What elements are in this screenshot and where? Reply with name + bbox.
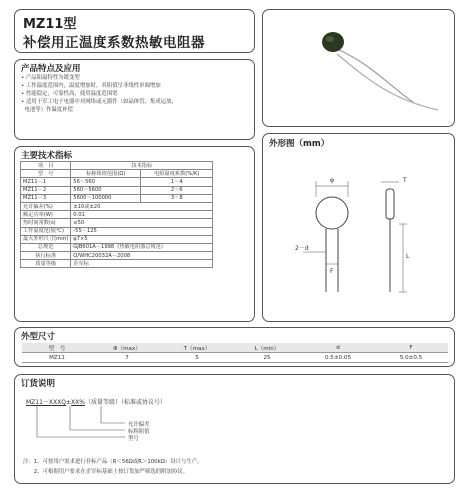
- feature-item: 电池等）作温度补偿: [24, 107, 73, 113]
- table-row: [21, 194, 213, 202]
- table-row: [21, 178, 213, 186]
- param-value: -55～125: [71, 227, 213, 235]
- d-label: 2－d: [295, 245, 309, 252]
- coef-cell: 1～4: [141, 178, 213, 186]
- specs-box: [14, 146, 255, 322]
- phi-label: φ: [330, 177, 334, 184]
- range-cell: 560～5600: [71, 186, 141, 194]
- spec-head-model: 型 号: [21, 170, 71, 178]
- order-box: [14, 374, 455, 484]
- dim-cell: 7: [92, 353, 162, 363]
- param-value: φ7×5: [71, 235, 213, 243]
- features-list: [21, 74, 177, 114]
- param-label: 执行标准: [21, 252, 71, 260]
- specs-table: [20, 161, 213, 268]
- param-value: 企军标: [71, 260, 213, 268]
- param-label: 额定功率(W): [21, 211, 71, 219]
- code-prefix: MZ11－XXX: [26, 399, 62, 406]
- table-row: [21, 219, 213, 227]
- param-label: 最大外形尺寸(mm): [21, 235, 71, 243]
- note-line: 2、可根据用户要求在企军标基础上按订货加严筛选的附加协议。: [23, 469, 189, 475]
- model-cell: MZ11－1: [21, 178, 71, 186]
- model-title: MZ11型: [23, 17, 77, 32]
- table-row: [21, 235, 213, 243]
- param-label: 热时间常数(s): [21, 219, 71, 227]
- spec-head-index: 技术指标: [71, 162, 213, 170]
- dim-header: 型 号: [22, 343, 92, 353]
- param-value: ≤50: [71, 219, 213, 227]
- thermistor-photo: [263, 10, 456, 128]
- model-cell: MZ11－2: [21, 186, 71, 194]
- dim-cell: 5.0±0.5: [374, 353, 448, 363]
- model-cell: MZ11－3: [21, 194, 71, 202]
- table-row: [21, 260, 213, 268]
- table-row: [22, 353, 448, 363]
- dim-cell: 25: [232, 353, 302, 363]
- dimensions-box: [14, 327, 455, 367]
- code-q: Q: [61, 399, 66, 406]
- order-notes: [23, 457, 203, 477]
- spec-head-item: 项 目: [21, 162, 71, 170]
- title-box: [14, 9, 255, 53]
- label-tolerance: 允许偏差: [128, 422, 150, 428]
- order-title: 订货说明: [21, 379, 56, 389]
- note-line: 注：1、可按用户需求进行非标产品（R＜56Ω或R＞100kΩ）设计与生产。: [23, 459, 203, 465]
- dim-cell: 5: [162, 353, 232, 363]
- param-label: 质量等级: [21, 260, 71, 268]
- feature-item: • 性能稳定，可靠性高，使用温度范围宽: [21, 91, 118, 97]
- spec-head-range: 标称阻值范围(Ω): [71, 170, 141, 178]
- dim-header: d: [302, 343, 374, 353]
- feature-item: • 工作温度范围内，温度增加时，其阻值呈非线性单调增加: [21, 83, 161, 89]
- table-row: [21, 243, 213, 251]
- outline-box: [262, 133, 455, 322]
- param-label: 工作温度范围(℃): [21, 227, 71, 235]
- param-value: Q/WHC20032A－2008: [71, 252, 213, 260]
- spec-head-coef: 电阻温度系数(%/K): [141, 170, 213, 178]
- dim-cell: 0.5±0.05: [302, 353, 374, 363]
- dimensions-table: [22, 343, 448, 363]
- table-row: [21, 202, 213, 210]
- label-nominal: 标称阻值: [128, 429, 150, 435]
- table-row: [22, 343, 448, 353]
- coef-cell: 2～6: [141, 186, 213, 194]
- specs-title: 主要技术指标: [21, 151, 73, 161]
- outline-title: 外形图（mm）: [269, 139, 330, 149]
- dim-header: Φ（max）: [92, 343, 162, 353]
- features-box: [14, 59, 255, 140]
- table-row: [21, 170, 213, 178]
- product-name: 补偿用正温度系数热敏电阻器: [23, 35, 205, 51]
- dim-cell: MZ11: [22, 353, 92, 363]
- range-cell: 56～560: [71, 178, 141, 186]
- coef-cell: 3～8: [141, 194, 213, 202]
- f-label: F: [330, 268, 334, 275]
- dimensions-title: 外型尺寸: [21, 332, 56, 342]
- param-label: 总规范: [21, 243, 71, 251]
- product-image-box: [262, 9, 455, 127]
- code-pm: ±: [66, 399, 72, 406]
- feature-item: • 产品阻温特性为缓变型: [21, 75, 80, 81]
- t-label: T: [403, 177, 407, 184]
- features-title: 产品特点及应用: [21, 64, 81, 74]
- range-cell: 5600～100000: [71, 194, 141, 202]
- param-value: GJB601A－1998《热敏电阻器总规范》: [71, 243, 213, 251]
- table-row: [21, 211, 213, 219]
- dim-header: L（min）: [232, 343, 302, 353]
- outline-drawing: [263, 134, 456, 323]
- code-pct: XX%: [71, 399, 85, 406]
- code-rest: （质量等级）（标准或协议号）: [84, 399, 166, 406]
- label-model: 型号: [128, 436, 139, 442]
- table-row: [21, 227, 213, 235]
- table-row: [21, 252, 213, 260]
- table-row: [21, 186, 213, 194]
- param-label: 允许偏差(%): [21, 202, 71, 210]
- table-row: [21, 162, 213, 170]
- param-value: ±10或±20: [71, 202, 213, 210]
- feature-item: • 适用于军工电子电器中对网络或元器件（如晶体管、集成运放、: [21, 99, 177, 105]
- dim-header: T（max）: [162, 343, 232, 353]
- l-label: L: [406, 253, 410, 260]
- dim-header: F: [374, 343, 448, 353]
- param-value: 0.01: [71, 211, 213, 219]
